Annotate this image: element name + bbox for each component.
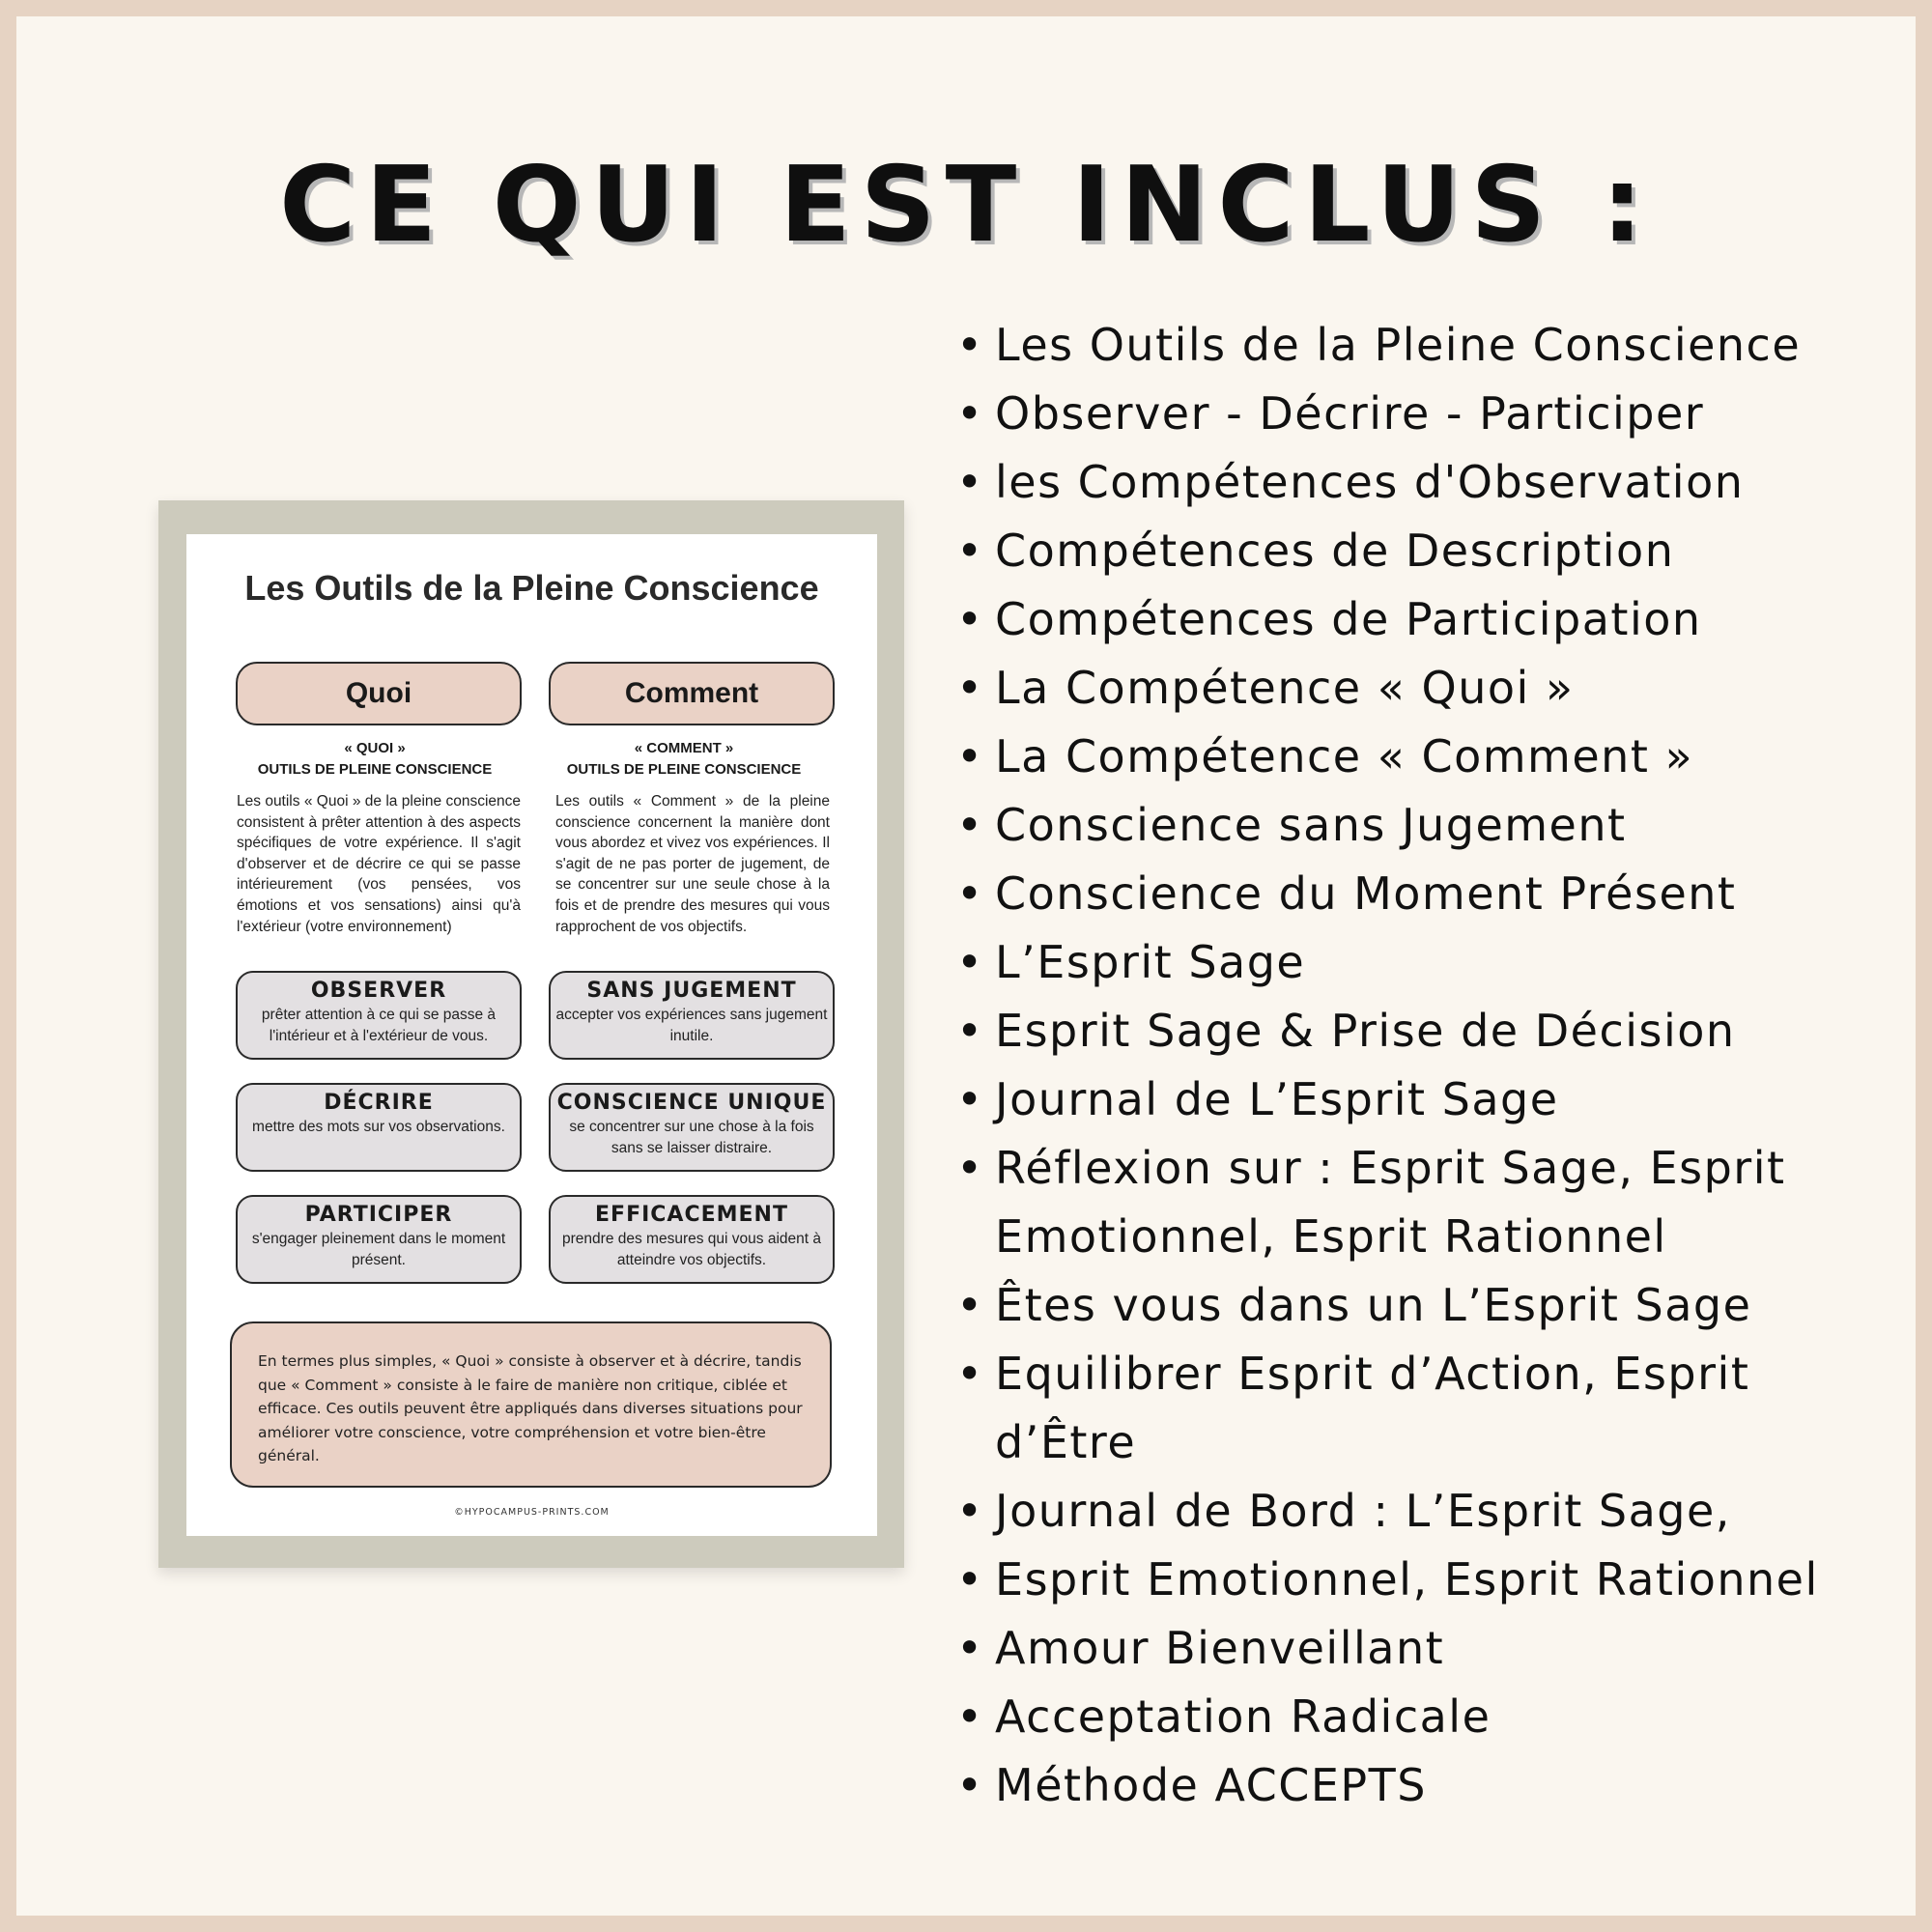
list-item — [952, 1614, 1819, 1683]
bullet-icon: • — [956, 1005, 984, 1057]
skill-participer — [236, 1195, 522, 1284]
skill-conscience-unique — [549, 1083, 835, 1172]
list-item — [952, 1751, 1819, 1820]
bullet-icon: • — [956, 387, 984, 440]
skill-desc: mettre des mots sur vos observations. — [252, 1119, 505, 1135]
skill-decrire — [236, 1083, 522, 1172]
list-item — [952, 311, 1819, 380]
list-item — [952, 1065, 1819, 1134]
skill-title: OBSERVER — [310, 979, 447, 1003]
list-item — [952, 997, 1819, 1065]
skill-desc: s'engager pleinement dans le moment présent. — [251, 1231, 506, 1268]
list-item — [952, 860, 1819, 928]
skill-observer — [236, 971, 522, 1060]
bullet-icon: • — [956, 1485, 984, 1537]
preview-sheet — [186, 534, 877, 1536]
bullet-icon: • — [956, 1348, 984, 1400]
bullet-icon: • — [956, 730, 984, 782]
comment-heading — [539, 738, 829, 781]
list-item-text: L’Esprit Sage — [995, 936, 1306, 988]
comment-heading-line1: « COMMENT » — [634, 740, 734, 756]
bullet-icon: • — [956, 1073, 984, 1125]
bullet-icon: • — [956, 1759, 984, 1811]
bullet-icon: • — [956, 1279, 984, 1331]
list-item-text: Acceptation Radicale — [995, 1690, 1492, 1743]
quoi-heading — [230, 738, 520, 781]
sheet-title: Les Outils de la Pleine Conscience — [244, 568, 819, 608]
list-item-continuation: Emotionnel, Esprit Rationnel — [995, 1210, 1667, 1263]
list-item — [952, 928, 1819, 997]
summary-box — [230, 1321, 832, 1488]
skill-title: DÉCRIRE — [324, 1091, 434, 1115]
list-item — [952, 1340, 1819, 1408]
list-item-text: Réflexion sur : Esprit Sage, Esprit — [995, 1142, 1786, 1194]
bullet-icon: • — [956, 1690, 984, 1743]
skill-title: CONSCIENCE UNIQUE — [556, 1091, 827, 1115]
list-item — [952, 448, 1819, 517]
bullet-icon: • — [956, 593, 984, 645]
list-item-text: Êtes vous dans un L’Esprit Sage — [995, 1279, 1752, 1331]
list-item — [952, 723, 1819, 791]
quoi-heading-line1: « QUOI » — [344, 740, 406, 756]
bullet-icon: • — [956, 1622, 984, 1674]
list-item — [952, 791, 1819, 860]
list-item-text: Conscience sans Jugement — [995, 799, 1627, 851]
list-item-text: Journal de Bord : L’Esprit Sage, — [995, 1485, 1731, 1537]
list-item-text: Journal de L’Esprit Sage — [995, 1073, 1559, 1125]
list-item-text: Méthode ACCEPTS — [995, 1759, 1427, 1811]
list-item-text: La Compétence « Comment » — [995, 730, 1694, 782]
skill-desc: prendre des mesures qui vous aident à atteindre vos objectifs. — [562, 1231, 821, 1268]
skill-title: EFFICACEMENT — [595, 1203, 788, 1227]
skill-title: SANS JUGEMENT — [586, 979, 797, 1003]
bullet-icon: • — [956, 662, 984, 714]
list-item — [952, 1134, 1819, 1203]
quoi-heading-line2: OUTILS DE PLEINE CONSCIENCE — [257, 761, 493, 778]
bullet-icon: • — [956, 525, 984, 577]
list-item-text: Les Outils de la Pleine Conscience — [995, 319, 1802, 371]
comment-pill: Comment — [549, 662, 835, 725]
list-item — [952, 1546, 1819, 1614]
list-item-text: Compétences de Description — [995, 525, 1675, 577]
bullet-icon: • — [956, 456, 984, 508]
bullet-icon: • — [956, 1142, 984, 1194]
skill-desc: prêter attention à ce qui se passe à l'intérieur et à l'extérieur de vous. — [261, 1007, 497, 1044]
list-item — [952, 1477, 1819, 1546]
list-item — [952, 654, 1819, 723]
comment-description: Les outils « Comment » de la pleine conscience concernent la manière dont vous abordez et vivez vos expériences. Il s'agit de ne pas porter de jugement, de se concentrer sur une seule chose à la fois et de prendre des mesures qui vous rapprochent de vos objectifs. — [555, 793, 830, 935]
bullet-icon: • — [956, 799, 984, 851]
list-item-text: Amour Bienveillant — [995, 1622, 1445, 1674]
list-item-text: Esprit Sage & Prise de Décision — [995, 1005, 1736, 1057]
list-item — [952, 1271, 1819, 1340]
bullet-icon: • — [956, 1553, 984, 1605]
quoi-description: Les outils « Quoi » de la pleine conscience consistent à prêter attention à des aspects spécifiques de votre expérience. Il s'agit d'observer et de décrire ce qui se passe intérieurement (vos pensées, vos émotions et vos sensations) ainsi qu'à l'extérieur (votre environnement) — [237, 793, 521, 935]
skill-efficacement — [549, 1195, 835, 1284]
list-item-text: Observer - Décrire - Participer — [995, 387, 1705, 440]
skill-desc: se concentrer sur une chose à la fois sans se laisser distraire. — [569, 1119, 814, 1156]
quoi-pill: Quoi — [236, 662, 522, 725]
list-item-text: Esprit Emotionnel, Esprit Rationnel — [995, 1553, 1819, 1605]
skill-sans-jugement — [549, 971, 835, 1060]
list-item — [952, 585, 1819, 654]
included-list — [952, 311, 1819, 1820]
skill-title: PARTICIPER — [304, 1203, 453, 1227]
comment-heading-line2: OUTILS DE PLEINE CONSCIENCE — [566, 761, 802, 778]
list-item-text: La Compétence « Quoi » — [995, 662, 1575, 714]
bullet-icon: • — [956, 867, 984, 920]
list-item — [952, 517, 1819, 585]
copyright-footer: ©HYPOCAMPUS-PRINTS.COM — [454, 1507, 610, 1518]
page-title: CE QUI EST INCLUS : — [279, 145, 1653, 266]
list-item-text: les Compétences d'Observation — [995, 456, 1745, 508]
bullet-icon: • — [956, 936, 984, 988]
list-item-text: Conscience du Moment Présent — [995, 867, 1737, 920]
list-item-text: Compétences de Participation — [995, 593, 1702, 645]
list-item-continuation: d’Être — [995, 1416, 1137, 1468]
list-item-text: Equilibrer Esprit d’Action, Esprit — [995, 1348, 1750, 1400]
bullet-icon: • — [956, 319, 984, 371]
list-item — [952, 380, 1819, 448]
list-item — [952, 1683, 1819, 1751]
skill-desc: accepter vos expériences sans jugement inutile. — [555, 1007, 828, 1044]
summary-text: En termes plus simples, « Quoi » consiste à observer et à décrire, tandis que « Comment » consiste à le faire de manière non critique, ciblée et efficace. Ces outils peuvent être appliqués dans diverses situations pour améliorer votre conscience, votre compréhension et votre bien-être général. — [258, 1352, 803, 1464]
